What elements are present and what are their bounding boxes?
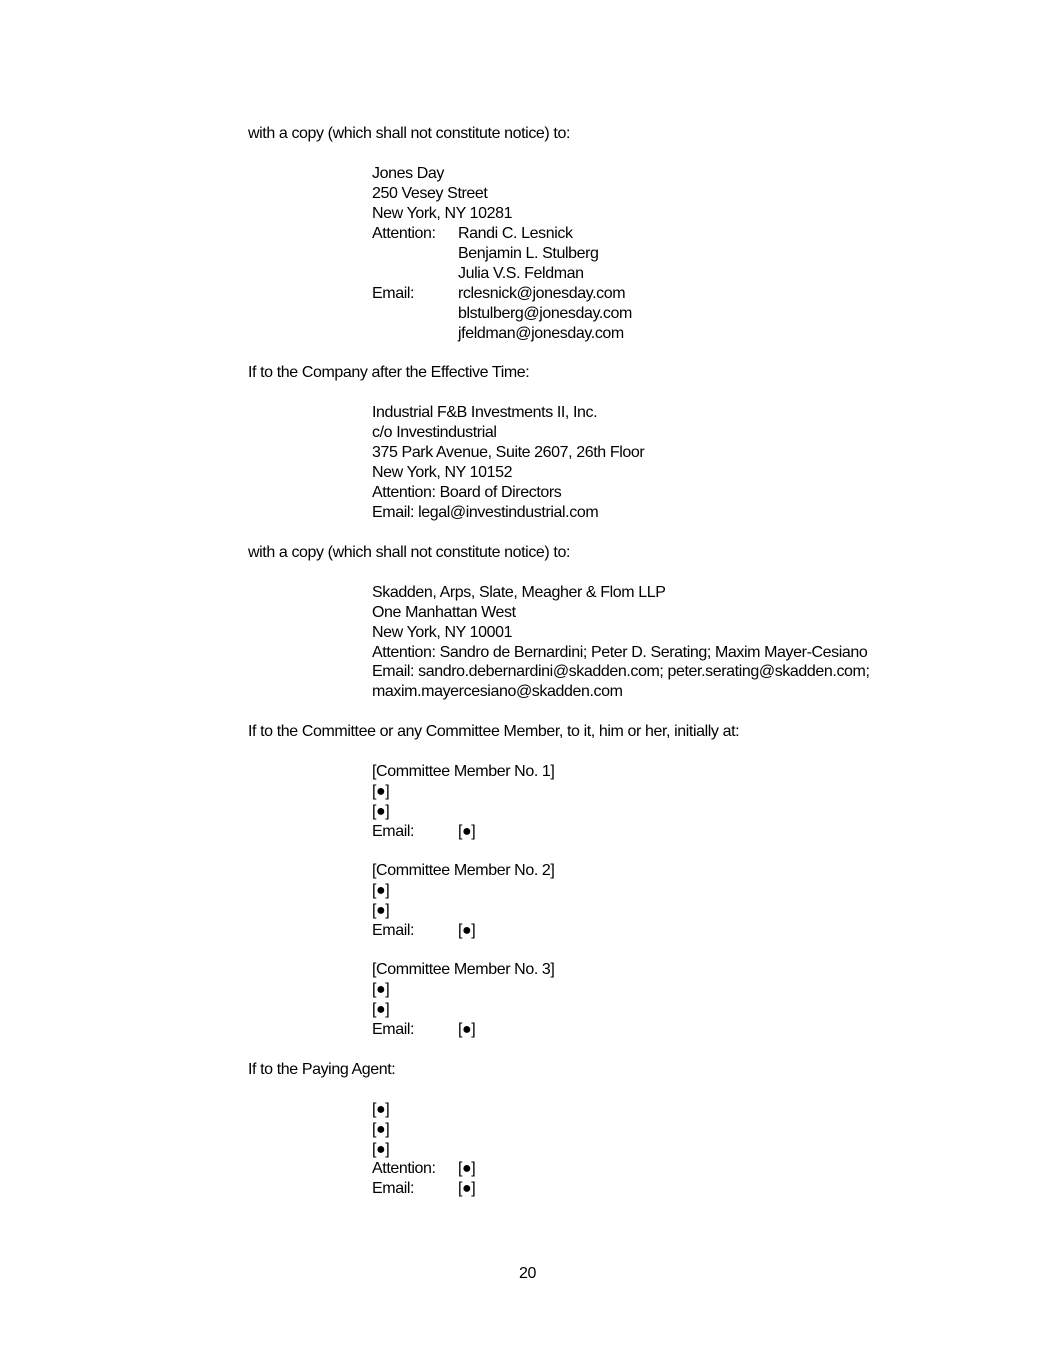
paying-agent-line3: [●] bbox=[372, 1141, 390, 1158]
block1-intro: with a copy (which shall not constitute notice) to: bbox=[248, 125, 570, 142]
committee-member-2-line2: [●] bbox=[372, 902, 390, 919]
page-number: 20 bbox=[519, 1265, 536, 1282]
committee-member-3-email: [●] bbox=[458, 1021, 476, 1038]
committee-member-3-line2: [●] bbox=[372, 1001, 390, 1018]
skadden-email-1: Email: sandro.debernardini@skadden.com; peter.serating@skadden.com; bbox=[372, 663, 870, 680]
skadden-city: New York, NY 10001 bbox=[372, 624, 513, 641]
company-street: 375 Park Avenue, Suite 2607, 26th Floor bbox=[372, 444, 645, 461]
company-co: c/o Investindustrial bbox=[372, 424, 497, 441]
jones-day-email-1: rclesnick@jonesday.com bbox=[458, 285, 626, 302]
jones-day-attention-label: Attention: bbox=[372, 225, 436, 242]
jones-day-email-2: blstulberg@jonesday.com bbox=[458, 305, 632, 322]
committee-member-3-name: [Committee Member No. 3] bbox=[372, 961, 555, 978]
skadden-email-2: maxim.mayercesiano@skadden.com bbox=[372, 683, 623, 700]
jones-day-attention-3: Julia V.S. Feldman bbox=[458, 265, 584, 282]
paying-agent-email-label: Email: bbox=[372, 1180, 415, 1197]
committee-member-1-email-label: Email: bbox=[372, 823, 415, 840]
company-city: New York, NY 10152 bbox=[372, 464, 513, 481]
jones-day-attention-1: Randi C. Lesnick bbox=[458, 225, 573, 242]
company-email: Email: legal@investindustrial.com bbox=[372, 504, 599, 521]
committee-member-2-line1: [●] bbox=[372, 882, 390, 899]
skadden-name: Skadden, Arps, Slate, Meagher & Flom LLP bbox=[372, 584, 666, 601]
skadden-attention: Attention: Sandro de Bernardini; Peter D. Serating; Maxim Mayer-Cesiano bbox=[372, 644, 868, 661]
jones-day-name: Jones Day bbox=[372, 165, 444, 182]
committee-member-3-line1: [●] bbox=[372, 981, 390, 998]
jones-day-email-3: jfeldman@jonesday.com bbox=[458, 325, 624, 342]
jones-day-city: New York, NY 10281 bbox=[372, 205, 513, 222]
committee-member-3-email-label: Email: bbox=[372, 1021, 415, 1038]
jones-day-street: 250 Vesey Street bbox=[372, 185, 488, 202]
paying-agent-line2: [●] bbox=[372, 1121, 390, 1138]
paying-agent-line1: [●] bbox=[372, 1101, 390, 1118]
paying-agent-email: [●] bbox=[458, 1180, 476, 1197]
company-name: Industrial F&B Investments II, Inc. bbox=[372, 404, 598, 421]
skadden-street: One Manhattan West bbox=[372, 604, 516, 621]
committee-member-1-line2: [●] bbox=[372, 803, 390, 820]
block4-intro: If to the Committee or any Committee Member, to it, him or her, initially at: bbox=[248, 723, 740, 740]
paying-agent-attention: [●] bbox=[458, 1160, 476, 1177]
committee-member-1-email: [●] bbox=[458, 823, 476, 840]
paying-agent-attention-label: Attention: bbox=[372, 1160, 436, 1177]
committee-member-2-name: [Committee Member No. 2] bbox=[372, 862, 555, 879]
block3-intro: with a copy (which shall not constitute notice) to: bbox=[248, 544, 570, 561]
committee-member-2-email-label: Email: bbox=[372, 922, 415, 939]
jones-day-attention-2: Benjamin L. Stulberg bbox=[458, 245, 599, 262]
company-attention: Attention: Board of Directors bbox=[372, 484, 562, 501]
committee-member-1-line1: [●] bbox=[372, 783, 390, 800]
jones-day-email-label: Email: bbox=[372, 285, 415, 302]
committee-member-2-email: [●] bbox=[458, 922, 476, 939]
block2-intro: If to the Company after the Effective Time: bbox=[248, 364, 530, 381]
block5-intro: If to the Paying Agent: bbox=[248, 1061, 396, 1078]
committee-member-1-name: [Committee Member No. 1] bbox=[372, 763, 555, 780]
